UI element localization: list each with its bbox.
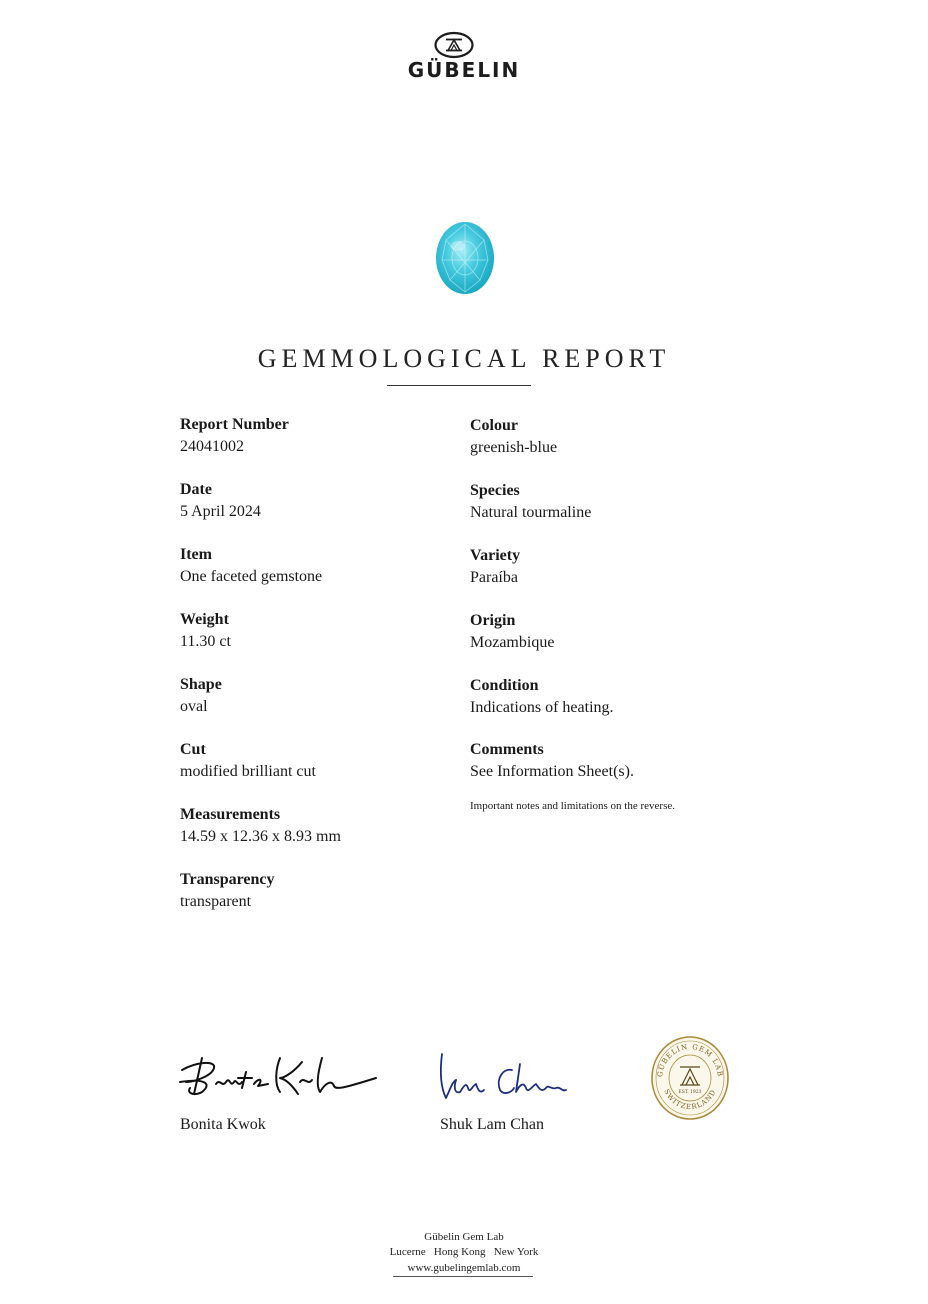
signatory-name-2: Shuk Lam Chan bbox=[440, 1116, 544, 1133]
footer-lab-name: Gübelin Gem Lab bbox=[424, 1231, 504, 1243]
field-label-condition: Condition bbox=[470, 677, 539, 694]
field-label-comments: Comments bbox=[470, 741, 544, 758]
field-value-shape: oval bbox=[180, 698, 208, 715]
field-label-variety: Variety bbox=[470, 547, 521, 564]
field-label-origin: Origin bbox=[470, 612, 516, 629]
report-title: GEMMOLOGICAL REPORT bbox=[257, 344, 671, 373]
field-value-species: Natural tourmaline bbox=[470, 504, 592, 521]
field-value-cut: modified brilliant cut bbox=[180, 763, 316, 780]
signature-bonita-kwok bbox=[176, 1048, 396, 1108]
brand-wordmark: GÜBELIN bbox=[407, 58, 521, 82]
field-value-transparency: transparent bbox=[180, 893, 252, 910]
footer-website-link[interactable]: www.gubelingemlab.com bbox=[407, 1262, 521, 1274]
field-label-date: Date bbox=[180, 481, 212, 498]
field-label-transparency: Transparency bbox=[180, 871, 275, 888]
gubelin-logo-icon bbox=[434, 31, 474, 59]
field-label-weight: Weight bbox=[180, 611, 229, 628]
field-value-weight: 11.30 ct bbox=[180, 633, 231, 650]
signature-shuk-lam-chan bbox=[436, 1050, 656, 1110]
field-label-cut: Cut bbox=[180, 741, 206, 758]
field-value-variety: Paraíba bbox=[470, 569, 518, 586]
field-value-comments: See Information Sheet(s). bbox=[470, 763, 634, 780]
field-value-colour: greenish-blue bbox=[470, 439, 558, 456]
field-label-measurements: Measurements bbox=[180, 806, 281, 823]
svg-text:EST. 1923: EST. 1923 bbox=[678, 1090, 702, 1095]
footer-divider bbox=[393, 1276, 533, 1277]
field-value-measurements: 14.59 x 12.36 x 8.93 mm bbox=[180, 828, 341, 845]
signatory-name-1: Bonita Kwok bbox=[180, 1116, 266, 1133]
field-label-colour: Colour bbox=[470, 417, 518, 434]
field-label-species: Species bbox=[470, 482, 520, 499]
field-label-report-number: Report Number bbox=[180, 416, 289, 433]
reverse-notes-text: Important notes and limitations on the reverse. bbox=[470, 800, 675, 812]
gemstone-image bbox=[434, 220, 496, 296]
field-value-report-number: 24041002 bbox=[180, 438, 244, 455]
field-label-item: Item bbox=[180, 546, 212, 563]
svg-text:GÜBELIN GEM LAB: GÜBELIN GEM LAB bbox=[655, 1042, 725, 1078]
field-value-item: One faceted gemstone bbox=[180, 568, 323, 585]
field-label-shape: Shape bbox=[180, 676, 222, 693]
field-value-origin: Mozambique bbox=[470, 634, 555, 651]
svg-text:SWITZERLAND: SWITZERLAND bbox=[662, 1087, 718, 1112]
gubelin-gem-lab-seal-icon bbox=[650, 1035, 730, 1121]
title-divider bbox=[387, 385, 531, 386]
field-value-condition: Indications of heating. bbox=[470, 699, 614, 716]
field-value-date: 5 April 2024 bbox=[180, 503, 261, 520]
footer-cities: Lucerne Hong Kong New York bbox=[389, 1246, 539, 1258]
